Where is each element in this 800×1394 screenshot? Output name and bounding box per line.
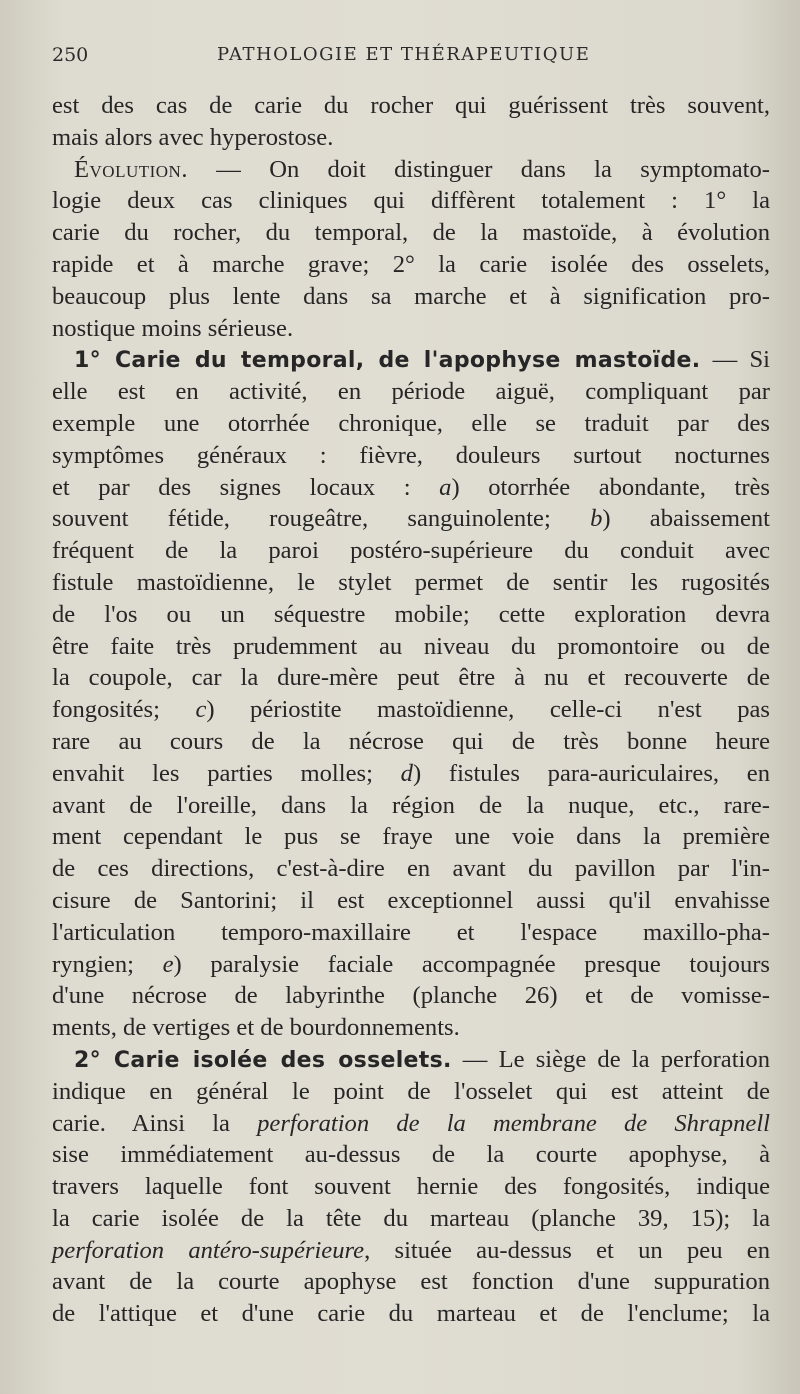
text-line: cisure de Santorini; il est exceptionnel aussi qu'il envahisse bbox=[52, 886, 770, 914]
list-marker: e bbox=[162, 950, 174, 978]
text-span: ryngien; bbox=[52, 950, 163, 978]
list-marker: a bbox=[439, 473, 452, 501]
text-span: ) paralysie faciale accompagnée presque toujours bbox=[173, 950, 771, 978]
text-line: rare au cours de la nécrose qui de très bonne heure bbox=[52, 727, 770, 755]
list-marker: b bbox=[590, 505, 603, 533]
text-line bbox=[52, 1235, 770, 1267]
text-line: exemple une otorrhée chronique, elle se traduit par des bbox=[52, 409, 770, 437]
list-marker: d bbox=[400, 759, 413, 787]
text-line: être faite très prudemment au niveau du promontoire ou de bbox=[52, 632, 770, 660]
text-line: fistule mastoïdienne, le stylet permet de sentir les rugosités bbox=[52, 568, 770, 596]
text-span: ) abaissement bbox=[602, 505, 770, 533]
text-span: souvent fétide, rougeâtre, sanguinolente; bbox=[52, 505, 591, 533]
text-span: fongosités; bbox=[52, 696, 196, 724]
text-line: la carie isolée de la tête du marteau (planche 39, 15); la bbox=[52, 1204, 770, 1232]
body-text bbox=[52, 90, 770, 1330]
text-line: nostique moins sérieuse. bbox=[52, 314, 294, 342]
text-line: symptômes généraux : fièvre, douleurs surtout nocturnes bbox=[52, 441, 770, 469]
text-line: de ces directions, c'est-à-dire en avant du pavillon par l'in- bbox=[52, 855, 770, 883]
text-line: l'articulation temporo-maxillaire et l'espace maxillo-pha- bbox=[52, 918, 770, 946]
text-line: est des cas de carie du rocher qui guérissent très souvent, bbox=[52, 92, 770, 119]
text-line bbox=[52, 1044, 770, 1076]
text-line: fréquent de la paroi postéro-supérieure du conduit avec bbox=[52, 537, 770, 565]
text-line: ment cependant le pus se fraye une voie dans la première bbox=[52, 823, 770, 851]
text-line: elle est en activité, en période aiguë, compliquant par bbox=[52, 378, 770, 406]
running-title: PATHOLOGIE ET THÉRAPEUTIQUE bbox=[217, 44, 591, 65]
text-span: ) otorrhée abondante, très bbox=[451, 473, 770, 501]
text-span: — On doit distinguer dans la symptomato- bbox=[188, 155, 770, 183]
text-line: travers laquelle font souvent hernie des fongosités, indique bbox=[52, 1173, 770, 1201]
text-line: sise immédiatement au-dessus de la courte apophyse, à bbox=[52, 1141, 770, 1169]
list-marker: c bbox=[195, 696, 207, 724]
text-span: ) périostite mastoïdienne, celle-ci n'est pas bbox=[206, 696, 770, 724]
text-line bbox=[52, 344, 770, 376]
text-line: avant de la courte apophyse est fonction d'une suppuration bbox=[52, 1268, 770, 1296]
text-line: mais alors avec hyperostose. bbox=[52, 123, 334, 151]
italic-term: perforation de la membrane de Shrapnell bbox=[257, 1109, 770, 1137]
text-span: carie. Ainsi la bbox=[52, 1109, 258, 1137]
text-span: , située au-dessus et un peu en bbox=[364, 1236, 770, 1264]
text-line: ments, de vertiges et de bourdonnements. bbox=[52, 1014, 460, 1042]
text-line: logie deux cas cliniques qui diffèrent totalement : 1° la bbox=[52, 187, 770, 215]
text-line bbox=[52, 503, 770, 535]
text-line bbox=[52, 949, 770, 981]
text-line: de l'os ou un séquestre mobile; cette exploration devra bbox=[52, 600, 770, 628]
page-header bbox=[52, 44, 752, 74]
text-line bbox=[52, 154, 770, 186]
text-span: — Si bbox=[700, 346, 770, 374]
text-line: carie du rocher, du temporal, de la mastoïde, à évolution bbox=[52, 219, 770, 247]
text-line: indique en général le point de l'osselet qui est atteint de bbox=[52, 1077, 770, 1105]
page-number: 250 bbox=[52, 44, 89, 66]
text-line: de l'attique et d'une carie du marteau et de l'enclume; la bbox=[52, 1300, 770, 1328]
text-line: beaucoup plus lente dans sa marche et à signification pro- bbox=[52, 282, 770, 310]
text-line bbox=[52, 1108, 770, 1140]
text-line: d'une nécrose de labyrinthe (planche 26) et de vomisse- bbox=[52, 982, 770, 1010]
section-heading-temporal: 1° Carie du temporal, de l'apophyse mastoïde. bbox=[74, 348, 701, 374]
text-line bbox=[52, 758, 770, 790]
section-heading-osselets: 2° Carie isolée des osselets. bbox=[74, 1047, 452, 1073]
text-span: ) fistules para-auriculaires, en bbox=[412, 759, 770, 787]
text-span: — Le siège de la perforation bbox=[451, 1045, 770, 1073]
text-line bbox=[52, 472, 770, 504]
section-label-evolution: Évolution. bbox=[74, 155, 188, 183]
text-span: et par des signes locaux : bbox=[52, 473, 440, 501]
text-span: envahit les parties molles; bbox=[52, 759, 401, 787]
text-line: la coupole, car la dure-mère peut être à nu et recouverte de bbox=[52, 664, 770, 692]
italic-term: perforation antéro-supérieure bbox=[52, 1236, 365, 1264]
text-line: rapide et à marche grave; 2° la carie isolée des osselets, bbox=[52, 250, 770, 278]
text-line: avant de l'oreille, dans la région de la nuque, etc., rare- bbox=[52, 791, 770, 819]
text-line bbox=[52, 694, 770, 726]
